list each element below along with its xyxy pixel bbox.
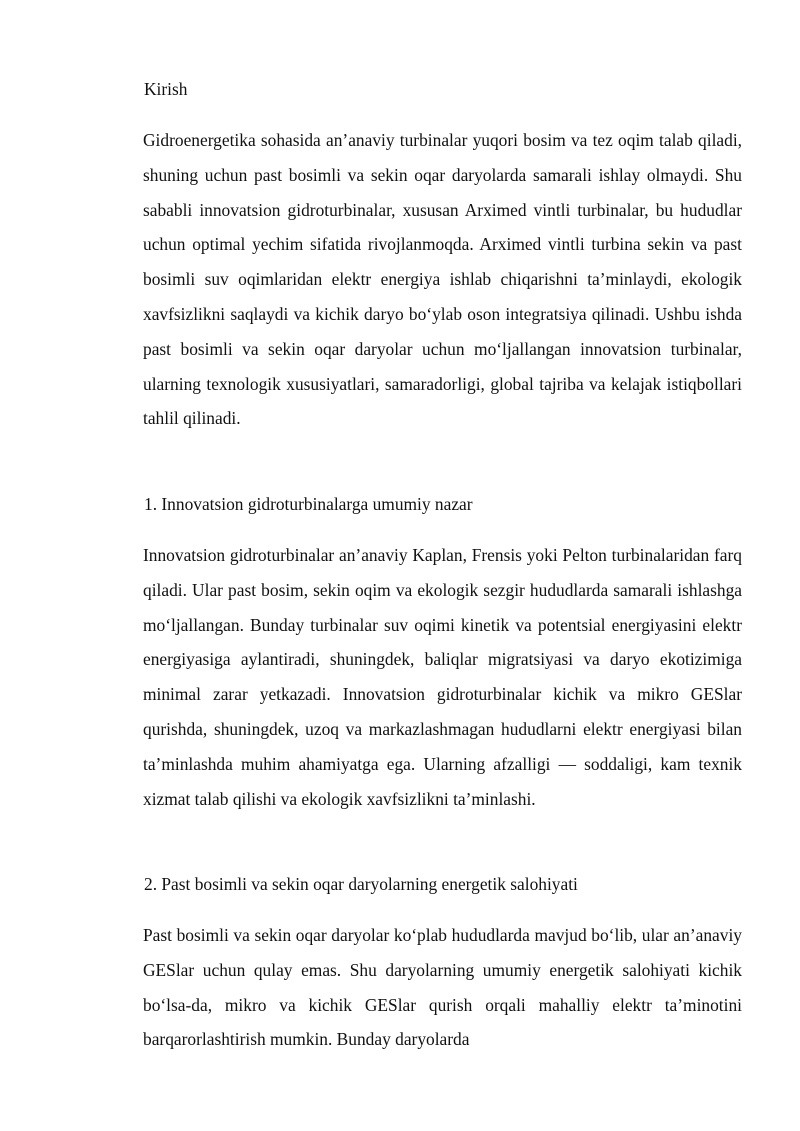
section-heading-1-text: 1. Innovatsion gidroturbinalarga umumiy nazar xyxy=(144,494,473,514)
section-heading-intro-text: Kirish xyxy=(144,79,188,99)
paragraph-2-text: Past bosimli va sekin oqar daryolar ko‘plab hududlarda mavjud bo‘lib, ular an’anaviy GESlar uchun qulay emas. Shu daryolarning umumiy energetik salohiyati kichik bo‘lsa-da, mikro va kichik GESlar qurish orqali mahalliy elektr ta’minotini barqarorlashtirish mumkin. Bunday daryolarda xyxy=(143,925,742,1050)
paragraph-2 xyxy=(143,918,742,1057)
section-heading-2 xyxy=(144,867,578,902)
paragraph-1 xyxy=(143,538,742,816)
section-heading-1 xyxy=(144,487,473,522)
section-heading-intro xyxy=(144,72,187,107)
paragraph-intro xyxy=(143,123,742,436)
section-heading-2-text: 2. Past bosimli va sekin oqar daryolarning energetik salohiyati xyxy=(144,874,578,894)
paragraph-intro-text: Gidroenergetika sohasida an’anaviy turbinalar yuqori bosim va tez oqim talab qiladi, shuning uchun past bosimli va sekin oqar daryolarda samarali ishlay olmaydi. Shu sababli innovatsion gidroturbinalar, xususan Arximed vintli turbinalar, bu hududlar uchun optimal yechim sifatida rivojlanmoqda. Arximed vintli turbina sekin va past bosimli suv oqimlaridan elektr energiya ishlab chiqarishni ta’minlaydi, ekologik xavfsizlikni saqlaydi va kichik daryo bo‘ylab oson integratsiya qilinadi. Ushbu ishda past bosimli va sekin oqar daryolar uchun mo‘ljallangan innovatsion turbinalar, ularning texnologik xususiyatlari, samaradorligi, global tajriba va kelajak istiqbollari tahlil qilinadi. xyxy=(143,130,742,429)
paragraph-1-text: Innovatsion gidroturbinalar an’anaviy Kaplan, Frensis yoki Pelton turbinalaridan farq qiladi. Ular past bosim, sekin oqim va ekologik sezgir hududlarda samarali ishlashga mo‘ljallangan. Bunday turbinalar suv oqimi kinetik va potentsial energiyasini elektr energiyasiga aylantiradi, shuningdek, baliqlar migratsiyasi va daryo ekotizimiga minimal zarar yetkazadi. Innovatsion gidroturbinalar kichik va mikro GESlar qurishda, shuningdek, uzoq va markazlashmagan hududlarni elektr energiyasi bilan ta’minlashda muhim ahamiyatga ega. Ularning afzalligi — soddaligi, kam texnik xizmat talab qilishi va ekologik xavfsizlikni ta’minlashi. xyxy=(143,545,742,809)
